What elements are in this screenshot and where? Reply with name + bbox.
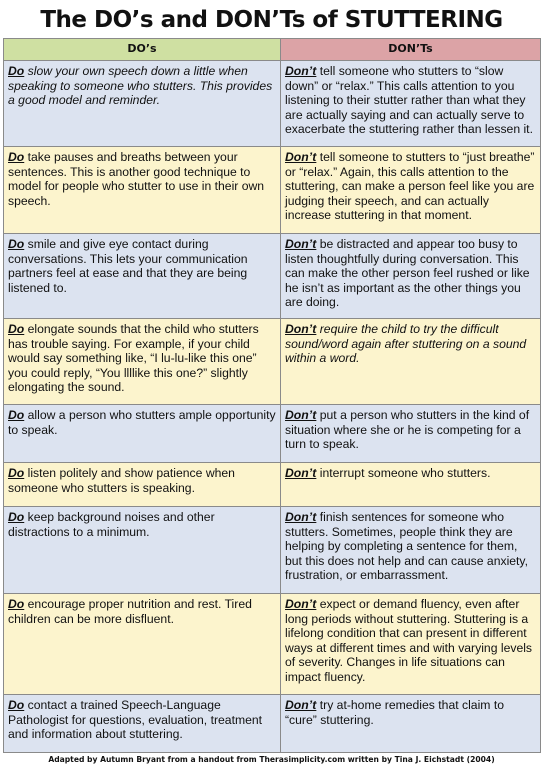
dont-text: finish sentences for someone who stutters. Sometimes, people think they are helping by completing a sentence for them, but this does not help and can cause anxiety, frustration, or embarrassment.	[285, 510, 529, 583]
do-keyword: Do	[8, 597, 25, 611]
do-keyword: Do	[8, 150, 25, 164]
dos-column-header: DO’s	[4, 39, 281, 61]
dont-text: interrupt someone who stutters.	[316, 466, 491, 480]
dont-cell	[281, 594, 541, 695]
dont-cell	[281, 695, 541, 753]
do-text: slow your own speech down a little when speaking to someone who stutters. This provides a good model and reminder.	[8, 64, 273, 108]
do-cell	[4, 234, 281, 319]
dont-text: tell someone who stutters to “slow down” or “relax.” This calls attention to you listening to their stutter rather than what they are actually saying and can actually serve to exacerbate the stuttering rather than lessen it.	[285, 64, 533, 137]
table-row	[4, 319, 541, 405]
do-text: elongate sounds that the child who stutters has trouble saying. For example, if your child would say something like, “I lu-lu-like this one” you could reply, “You llllike this one?” slightly elongating the sound.	[8, 322, 259, 395]
dont-cell	[281, 234, 541, 319]
footer-credit: Adapted by Autumn Bryant from a handout from Therasimplicity.com written by Tina J. Eichstadt (2004)	[48, 755, 495, 764]
do-text: contact a trained Speech-Language Pathologist for questions, evaluation, treatment and information about stuttering.	[8, 698, 263, 742]
table-row	[4, 463, 541, 507]
dont-cell	[281, 61, 541, 147]
table-row	[4, 695, 541, 753]
do-text: take pauses and breaths between your sentences. This is another good technique to model for people who stutter to use in their own speech.	[8, 150, 265, 208]
donts-column-header: DON’Ts	[281, 39, 541, 61]
do-text: keep background noises and other distractions to a minimum.	[8, 510, 215, 539]
do-keyword: Do	[8, 510, 25, 524]
dont-keyword: Don’t	[285, 322, 317, 336]
dont-cell	[281, 463, 541, 507]
dont-text: be distracted and appear too busy to listen thoughtfully during conversation. This can make the other person feel rushed or like he isn’t as important as the other things you are doing.	[285, 237, 530, 310]
dont-cell	[281, 507, 541, 594]
do-text: allow a person who stutters ample opportunity to speak.	[8, 408, 276, 437]
do-text: smile and give eye contact during conversations. This lets your communication partners feel at ease and that they are being listened to.	[8, 237, 248, 295]
do-cell	[4, 695, 281, 753]
dont-cell	[281, 405, 541, 463]
do-keyword: Do	[8, 466, 25, 480]
do-keyword: Do	[8, 408, 25, 422]
dont-keyword: Don’t	[285, 597, 317, 611]
do-keyword: Do	[8, 237, 25, 251]
dont-text: expect or demand fluency, even after long periods without stuttering. Stuttering is a lifelong condition that can present in different ways at different times and with varying levels of severity. Changes in life situations can impact fluency.	[285, 597, 533, 684]
dont-cell	[281, 319, 541, 405]
dont-keyword: Don’t	[285, 150, 317, 164]
table-row	[4, 147, 541, 234]
dont-keyword: Don’t	[285, 698, 317, 712]
dont-keyword: Don’t	[285, 510, 317, 524]
table-row	[4, 507, 541, 594]
dont-keyword: Don’t	[285, 466, 317, 480]
dont-cell	[281, 147, 541, 234]
do-text: encourage proper nutrition and rest. Tired children can be more disfluent.	[8, 597, 252, 626]
do-keyword: Do	[8, 698, 25, 712]
table-row	[4, 234, 541, 319]
do-cell	[4, 319, 281, 405]
do-cell	[4, 147, 281, 234]
table-row	[4, 594, 541, 695]
do-cell	[4, 507, 281, 594]
do-keyword: Do	[8, 64, 25, 78]
do-cell	[4, 405, 281, 463]
dont-text: put a person who stutters in the kind of situation where she or he is competing for a turn to speak.	[285, 408, 530, 452]
do-keyword: Do	[8, 322, 25, 336]
table-row	[4, 61, 541, 147]
dont-keyword: Don’t	[285, 64, 317, 78]
dos-donts-table	[3, 38, 541, 753]
table-row	[4, 405, 541, 463]
dont-keyword: Don’t	[285, 237, 317, 251]
dont-text: try at-home remedies that claim to “cure” stuttering.	[285, 698, 504, 727]
page-title: The DO’s and DON’Ts of STUTTERING	[40, 7, 503, 33]
dont-text: require the child to try the difficult sound/word again after stuttering on a sound within a word.	[285, 322, 527, 366]
do-cell	[4, 61, 281, 147]
dont-text: tell someone to stutters to “just breathe” or “relax.” Again, this calls attention to the stuttering, can make a person feel like you are judging their speech, and can actually increase stuttering in that moment.	[285, 150, 535, 223]
do-cell	[4, 463, 281, 507]
do-text: listen politely and show patience when someone who stutters is speaking.	[8, 466, 235, 495]
dont-keyword: Don’t	[285, 408, 317, 422]
table-header-row	[4, 39, 541, 61]
do-cell	[4, 594, 281, 695]
